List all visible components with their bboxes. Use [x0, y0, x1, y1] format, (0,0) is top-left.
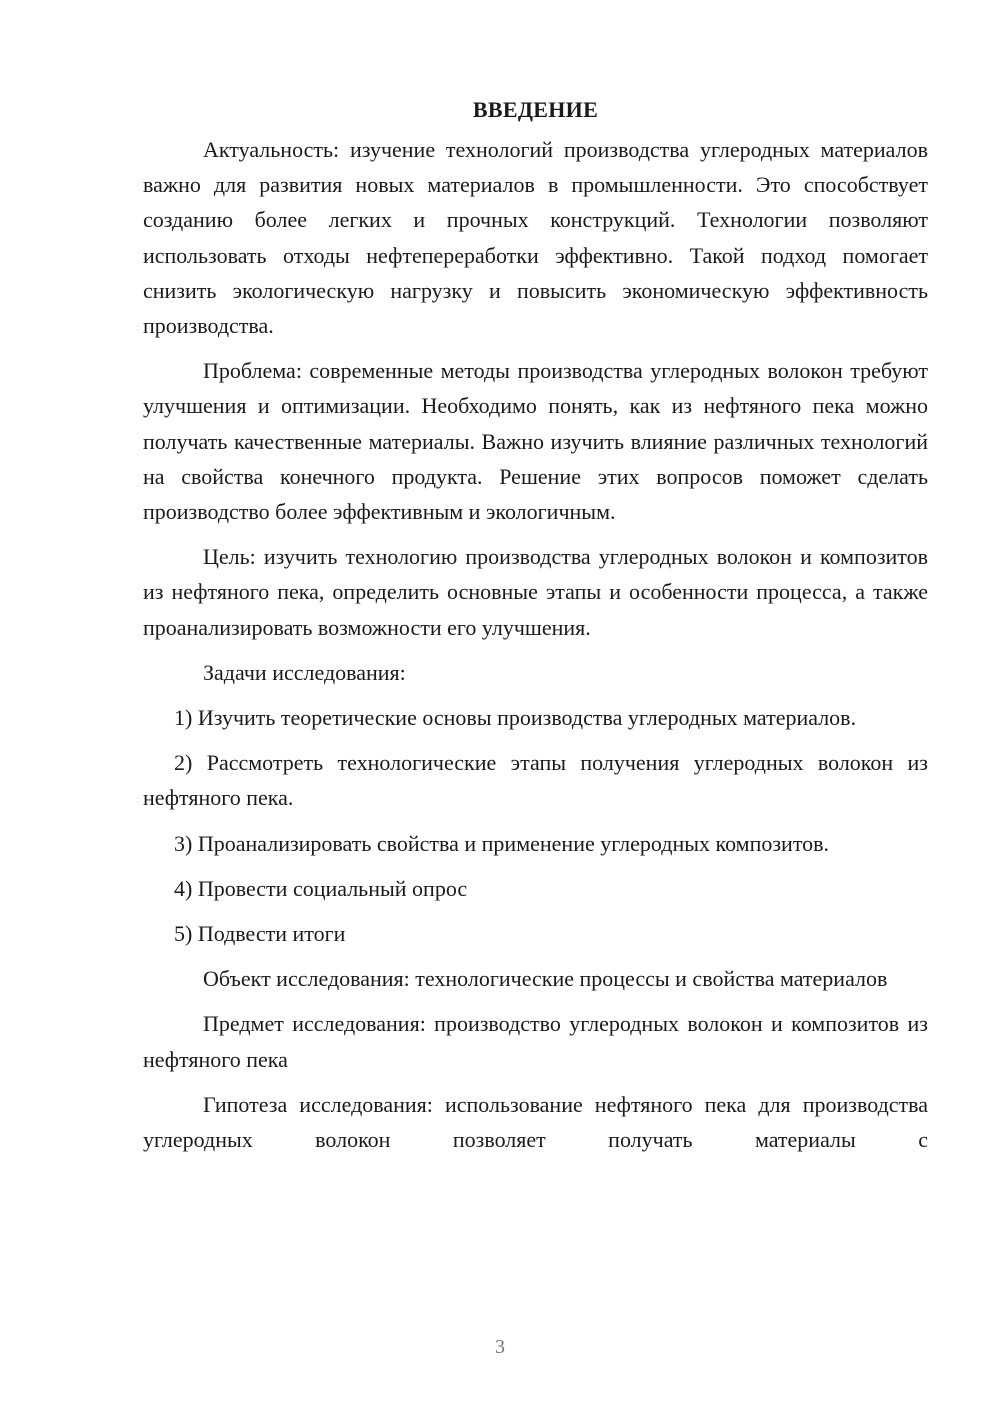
- subject-paragraph: Предмет исследования: производство углеродных волокон и композитов из нефтяного пека: [143, 1011, 928, 1072]
- goal-paragraph: Цель: изучить технологию производства углеродных волокон и композитов из нефтяного пека, определить основные этапы и особенности процесса, а также проанализировать возможности его улучшения.: [143, 544, 928, 640]
- problem-paragraph: Проблема: современные методы производства углеродных волокон требуют улучшения и оптимизации. Необходимо понять, как из нефтяного пека можно получать качественные материалы. Важно изучить влияние различных технологий на свойства конечного продукта. Решение этих вопросов поможет сделать производство более эффективным и экологичным.: [143, 358, 928, 525]
- page-title: ВВЕДЕНИЕ: [472, 97, 599, 122]
- document-page: [143, 92, 928, 1157]
- tasks-heading: Задачи исследования:: [203, 659, 406, 685]
- task-item-1: 1) Изучить теоретические основы производства углеродных материалов.: [174, 705, 857, 731]
- relevance-paragraph: Актуальность: изучение технологий производства углеродных материалов важно для развития новых материалов в промышленности. Это способствует созданию более легких и прочных конструкций. Технологии позволяют использовать отходы нефтепереработки эффективно. Такой подход помогает снизить экологическую нагрузку и повысить экономическую эффективность производства.: [143, 137, 928, 339]
- task-item-3: 3) Проанализировать свойства и применение углеродных композитов.: [174, 830, 830, 856]
- task-item-5: 5) Подвести итоги: [174, 921, 346, 947]
- task-item-4: 4) Провести социальный опрос: [174, 875, 468, 901]
- page-number: 3: [495, 1336, 505, 1358]
- task-item-2: 2) Рассмотреть технологические этапы получения углеродных волокон из нефтяного пека.: [143, 750, 928, 811]
- object-paragraph: Объект исследования: технологические процессы и свойства материалов: [203, 966, 888, 992]
- hypothesis-paragraph: Гипотеза исследования: использование нефтяного пека для производства углеродных волокон позволяет получать материалы с: [143, 1091, 928, 1153]
